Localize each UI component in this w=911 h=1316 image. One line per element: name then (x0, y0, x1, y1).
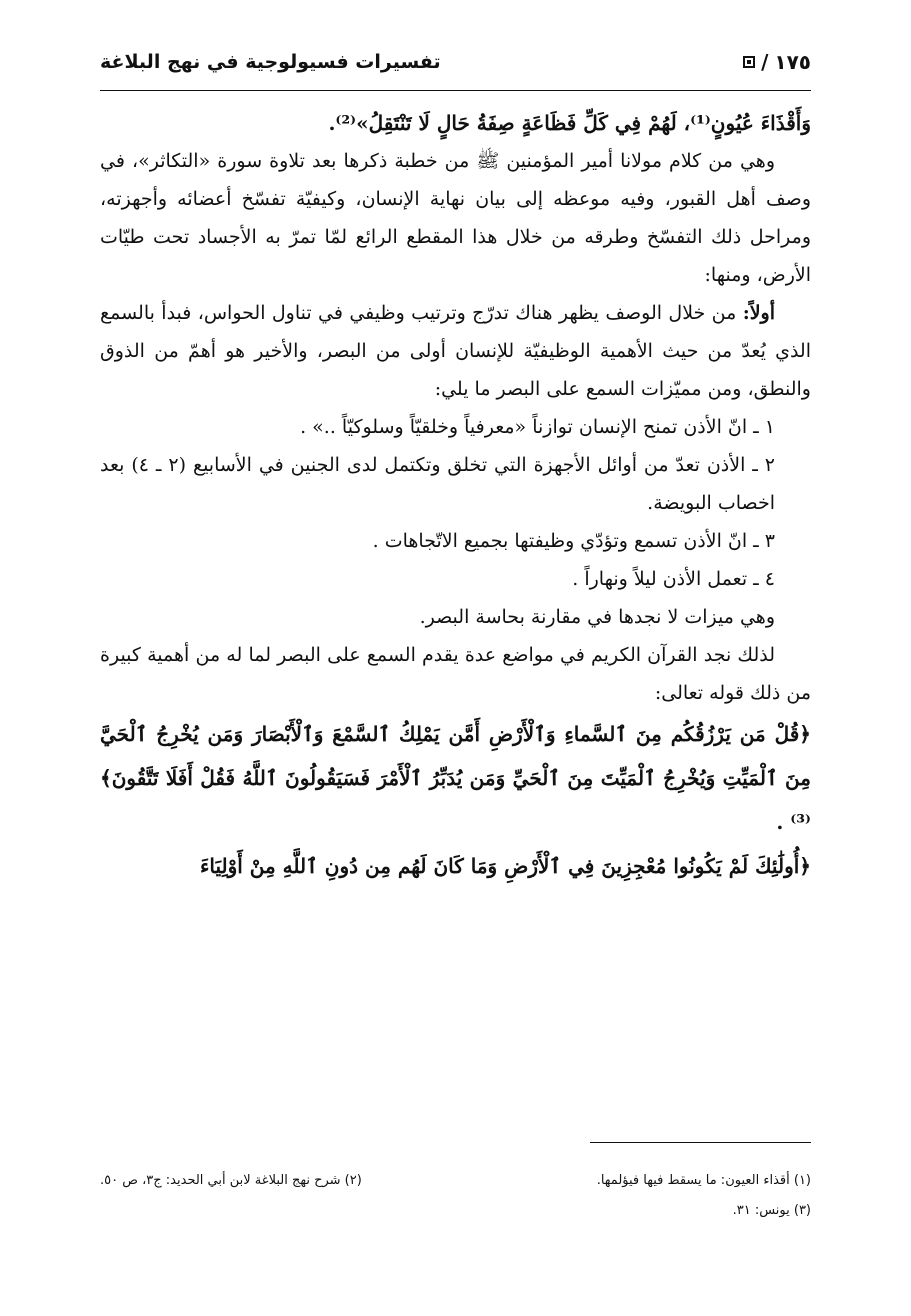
paragraph-2-lead: أولاً: (742, 302, 775, 324)
page-number: ١٧٥ (774, 50, 811, 74)
list-item: ٤ ـ تعمل الأذن ليلاً ونهاراً . (572, 568, 775, 590)
footnote-3: (٣) يونس: ٣١. (732, 1203, 811, 1218)
running-title: تفسيرات فسيولوجية في نهج البلاغة (100, 51, 441, 73)
paragraph-2 (100, 294, 811, 408)
footnotes (100, 1166, 811, 1226)
quote-line: وَأَقْذَاءَ عُيُونٍ⁽¹⁾، لَهُمْ فِي كَلِّ فَظَاعَةٍ صِفَةُ حَالٍ لَا تَنْتَقِلُ»⁽²⁾. (328, 111, 811, 135)
paragraph-1: وهي من كلام مولانا أمير المؤمنين ﷺ من خطبة ذكرها بعد تلاوة سورة «التكاثر»، في وصف أهل القبور، وفيه موعظه إلى بيان نهاية الإنسان، وكيفيّة تفسّخ أعضائه وأجهزته، ومراحل ذلك التفسّخ وطرقه من خلال هذا المقطع الرائع لمّا تمرّ به الأجساد تحت طيّات الأرض، ومنها: (100, 150, 811, 286)
body-text (100, 104, 811, 888)
paragraph-4: لذلك نجد القرآن الكريم في مواضع عدة يقدم السمع على البصر لما له من أهمية كبيرة من ذلك قوله تعالى: (100, 644, 811, 704)
footnote-1: (١) أقذاء العيون: ما يسقط فيها فيؤلمها. (596, 1173, 811, 1188)
page-number-box (743, 50, 811, 74)
paragraph-2-text: من خلال الوصف يظهر هناك تدرّج وترتيب وظيفي في تناول الحواس، فبدأ بالسمع الذي يُعدّ من حيث الأهمية الوظيفيّة للإنسان أولى من البصر، والأخير هو أهمّ من الذوق والنطق، ومن مميّزات السمع على البصر ما يلي: (100, 302, 811, 400)
footnote-2: (٢) شرح نهج البلاغة لابن أبي الحديد: ج٣، ص ٥٠. (100, 1173, 362, 1188)
quran-verse-2: ﴿أُولَٰئِكَ لَمْ يَكُونُوا مُعْجِزِينَ فِي ٱلْأَرْضِ وَمَا كَانَ لَهُم مِن دُونِ ٱللَّهِ مِنْ أَوْلِيَاءَ (199, 854, 811, 878)
header-divider (100, 90, 811, 91)
paragraph-3: وهي ميزات لا نجدها في مقارنة بحاسة البصر. (419, 606, 775, 628)
footnote-row (100, 1196, 811, 1226)
list-item: ٢ ـ الأذن تعدّ من أوائل الأجهزة التي تخلق وتكتمل لدى الجنين في الأسابيع (٢ ـ ٤) بعد اخصاب البويضة. (100, 454, 775, 514)
list-item: ١ ـ انّ الأذن تمنح الإنسان توازناً «معرفياً وخلقيّاً وسلوكيّاً ..» . (300, 416, 775, 438)
footnote-row (100, 1166, 811, 1196)
page-marker-icon (743, 56, 755, 68)
footnote-divider (590, 1142, 811, 1143)
slash-separator: / (761, 50, 769, 74)
quran-verse-1: ﴿قُلْ مَن يَرْزُقُكُم مِنَ ٱلسَّماءِ وَٱلْأَرْضِ أَمَّن يَمْلِكُ ٱلسَّمْعَ وَٱلْأَبْصَارَ وَمَن يُخْرِجُ ٱلْحَيَّ مِنَ ٱلْمَيِّتِ وَيُخْرِجُ ٱلْمَيِّتَ مِنَ ٱلْحَيِّ وَمَن يُدَبِّرُ ٱلْأَمْرَ فَسَيَقُولُونَ ٱللَّهُ فَقُلْ أَفَلَا تَتَّقُونَ﴾⁽³⁾ . (100, 722, 811, 834)
page-header (100, 44, 811, 80)
list-item: ٣ ـ انّ الأذن تسمع وتؤدّي وظيفتها بجميع الاتّجاهات . (372, 530, 775, 552)
